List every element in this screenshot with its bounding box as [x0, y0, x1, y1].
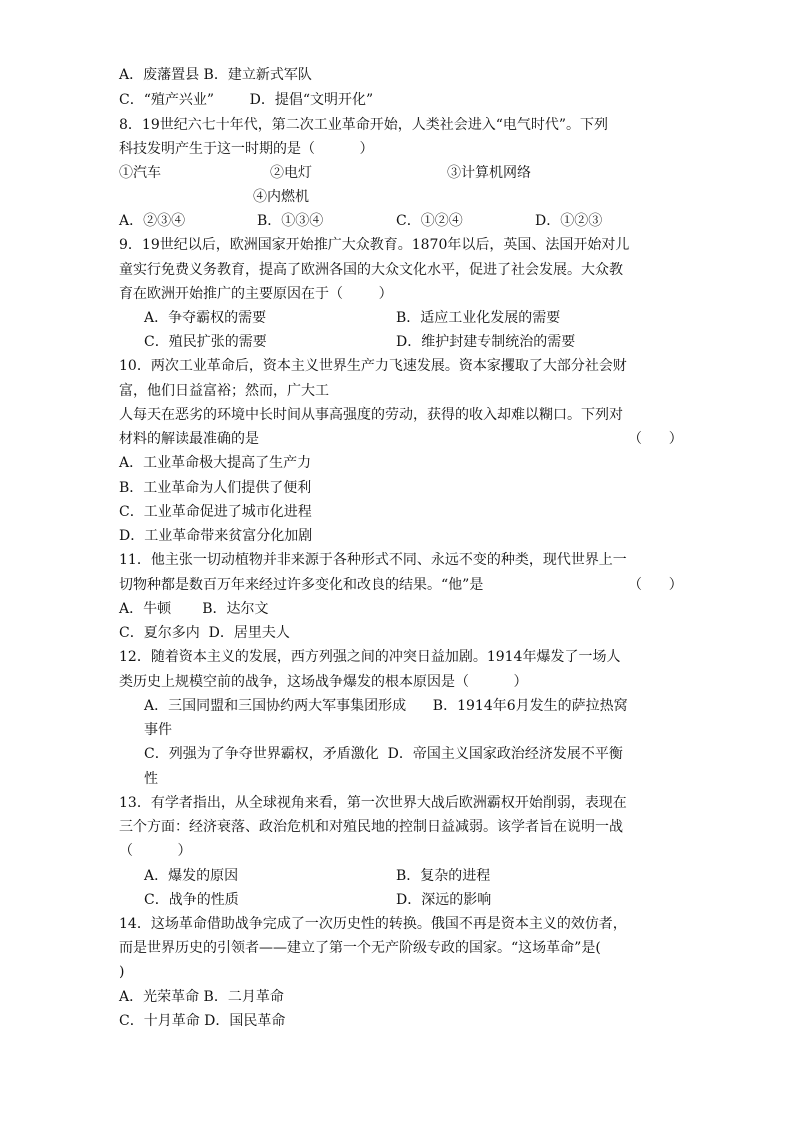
q8-option-c: C．①②④: [396, 213, 463, 229]
q10-stem-line3: 人每天在恶劣的环境中长时间从事高强度的劳动，获得的收入却难以糊口。下列对: [119, 407, 623, 423]
q9-stem-line2: 童实行免费义务教育，提高了欧洲各国的大众文化水平，促进了社会发展。大众教: [119, 262, 623, 278]
q10-stem-line1: 10．两次工业革命后，资本主义世界生产力飞速发展。资本家攫取了大部分社会财: [119, 358, 627, 374]
q14-options-cd: C．十月革命 D．国民革命: [119, 1013, 286, 1029]
q8-item-2: ②电灯: [270, 165, 312, 181]
q11-options-ab: A．牛顿 B．达尔文: [119, 601, 269, 617]
q11-stem-line1: 11．他主张一切动植物并非来源于各种形式不同、永远不变的种类，现代世界上一: [119, 552, 627, 568]
q13-answer-blank: （ ）: [119, 843, 192, 859]
q13-option-c: C．战争的性质: [144, 892, 239, 908]
q8-stem-line2: 科技发明产生于这一时期的是（ ）: [119, 141, 374, 157]
q11-answer-blank: （ ）: [628, 577, 683, 593]
q14-stem-line1: 14．这场革命借助战争完成了一次历史性的转换。俄国不再是资本主义的效仿者，: [119, 916, 627, 932]
q12-options-cd: C．列强为了争夺世界霸权，矛盾激化 D．帝国主义国家政治经济发展不平衡: [144, 746, 623, 762]
q13-option-b: B．复杂的进程: [396, 868, 491, 884]
q10-stem-line2: 富，他们日益富裕；然而，广大工: [119, 383, 329, 399]
q8-item-3: ③计算机网络: [447, 165, 531, 181]
q11-stem-line2: 切物种都是数百万年来经过许多变化和改良的结果。“他”是: [119, 577, 484, 593]
q12-stem-line2: 类历史上规模空前的战争，这场战争爆发的根本原因是（ ）: [119, 674, 528, 690]
q8-option-a: A．②③④: [119, 213, 186, 229]
q14-stem-line2: 而是世界历史的引领者——建立了第一个无产阶级专政的国家。“这场革命”是(: [119, 940, 601, 956]
q13-option-d: D．深远的影响: [396, 892, 492, 908]
q10-option-a: A．工业革命极大提高了生产力: [119, 455, 312, 471]
q14-stem-line3: ): [119, 964, 125, 980]
q9-stem-line1: 9．19世纪以后，欧洲国家开始推广大众教育。1870年以后，英国、法国开始对儿: [119, 237, 630, 253]
q7-options-cd: C．“殖产兴业” D．提倡“文明开化”: [119, 92, 374, 108]
q9-option-c: C．殖民扩张的需要: [144, 334, 267, 350]
q10-option-c: C．工业革命促进了城市化进程: [119, 504, 312, 520]
q13-stem-line2: 三个方面：经济衰落、政治危机和对殖民地的控制日益减弱。该学者旨在说明一战: [119, 819, 623, 835]
q13-stem-line1: 13．有学者指出，从全球视角来看，第一次世界大战后欧洲霸权开始削弱，表现在: [119, 795, 627, 811]
q8-item-1: ①汽车: [119, 165, 161, 181]
q8-option-d: D．①②③: [535, 213, 603, 229]
q8-stem-line1: 8．19世纪六七十年代，第二次工业革命开始，人类社会进入“电气时代”。下列: [119, 117, 609, 133]
q12-stem-line1: 12．随着资本主义的发展，西方列强之间的冲突日益加剧。1914年爆发了一场人: [119, 649, 621, 665]
q12-options-ab: A．三国同盟和三国协约两大军事集团形成 B．1914年6月发生的萨拉热窝: [144, 698, 628, 714]
q12-option-b-cont: 事件: [144, 722, 172, 738]
q9-option-d: D．维护封建专制统治的需要: [396, 334, 576, 350]
q9-option-b: B．适应工业化发展的需要: [396, 310, 561, 326]
q12-option-d-cont: 性: [144, 771, 158, 787]
q9-stem-line3: 育在欧洲开始推广的主要原因在于（ ）: [119, 286, 393, 302]
q10-answer-blank: （ ）: [628, 431, 683, 447]
q13-option-a: A．爆发的原因: [144, 868, 239, 884]
q11-options-cd: C．夏尔多内 D．居里夫人: [119, 625, 290, 641]
q8-option-b: B．①③④: [257, 213, 324, 229]
q9-option-a: A．争夺霸权的需要: [144, 310, 267, 326]
q14-options-ab: A．光荣革命 B．二月革命: [119, 989, 284, 1005]
q10-option-b: B．工业革命为人们提供了便利: [119, 480, 312, 496]
q10-stem-line4: 材料的解读最准确的是: [119, 431, 259, 447]
q10-option-d: D．工业革命带来贫富分化加剧: [119, 528, 313, 544]
q8-item-4: ④内燃机: [253, 189, 309, 205]
q7-options-ab: A．废藩置县 B．建立新式军队: [119, 67, 312, 83]
